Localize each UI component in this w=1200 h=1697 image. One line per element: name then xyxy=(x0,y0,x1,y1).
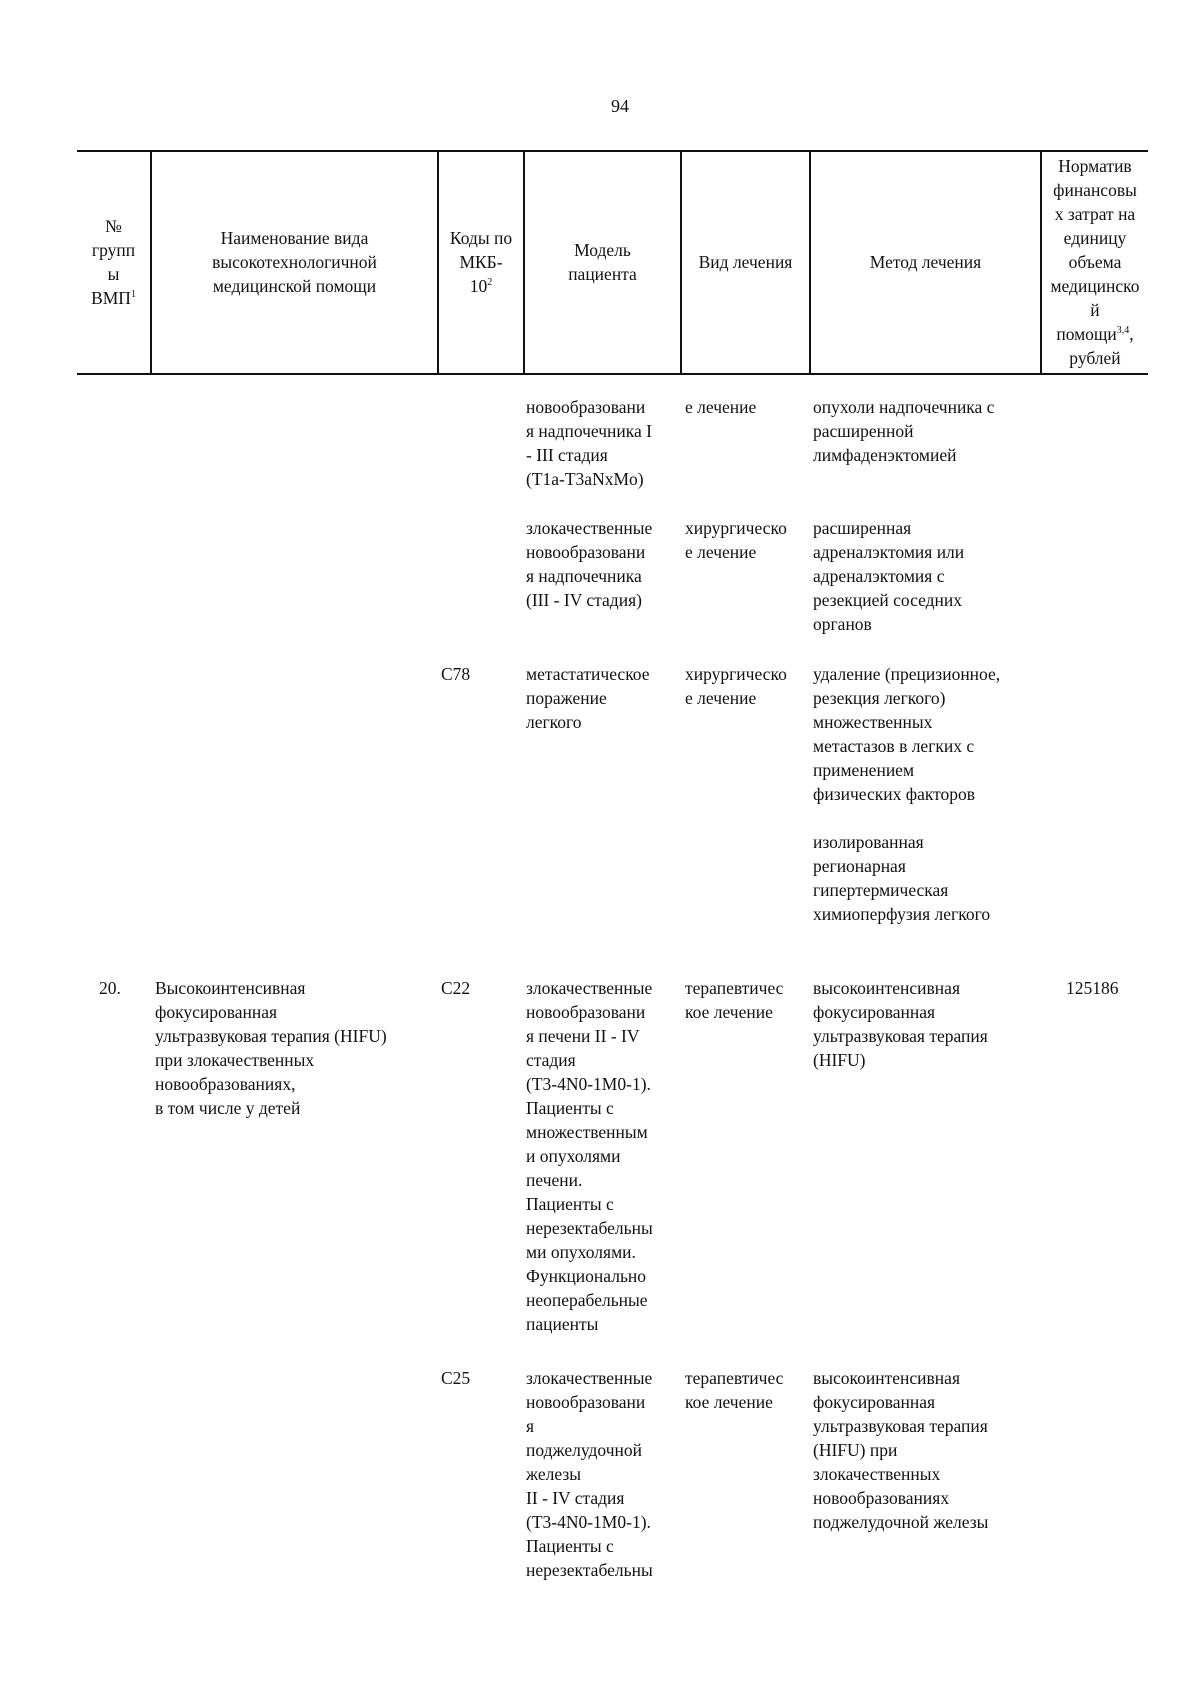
header-treatment-type: Вид лечения xyxy=(698,252,793,272)
treatment-type-cell: е лечение xyxy=(685,397,757,417)
header-patient-model: Модель пациента xyxy=(568,240,637,284)
treatment-method-cell: изолированная регионарная гипертермическая химиоперфузия легкого xyxy=(813,832,991,924)
icd-code-cell: C22 xyxy=(441,978,471,998)
patient-model-cell: новообразовани я надпочечника I - III стадия (T1a-T3aNxMo) xyxy=(526,397,652,489)
page-number: 94 xyxy=(611,96,629,116)
header-care-type-name: Наименование вида высокотехнологичной медицинской помощи xyxy=(212,228,377,296)
header-icd-codes: Коды по МКБ- $10^2$ xyxy=(449,228,513,296)
patient-model-cell: злокачественные новообразовани я поджелудочной железы II - IV стадия (T3-4N0-1M0-1). Пациенты с нерезектабельны xyxy=(526,1368,653,1580)
treatment-type-cell: хирургическо е лечение xyxy=(685,664,787,708)
treatment-type-cell: терапевтичес кое лечение xyxy=(685,1368,784,1412)
treatment-type-cell: хирургическо е лечение xyxy=(685,518,787,562)
treatment-method-cell: удаление (прецизионное, резекция легкого) множественных метастазов в легких с применением физических факторов xyxy=(813,664,1001,804)
treatment-method-cell: высокоинтенсивная фокусированная ультразвуковая терапия (HIFU) xyxy=(813,978,988,1070)
header-financing-norm: Норматив финансовы х затрат на единицу объема медицинско й помощи$^{3,4}$, рублей xyxy=(1050,156,1140,368)
header-bottom-rule xyxy=(77,373,1148,375)
treatment-method-cell: опухоли надпочечника с расширенной лимфаденэктомией xyxy=(813,397,995,465)
care-type-name-cell: Высокоинтенсивная фокусированная ультразвуковая терапия (HIFU) при злокачественных новообразованиях, в том числе у детей xyxy=(155,978,387,1118)
patient-model-cell: злокачественные новообразовани я печени II - IV стадия (T3-4N0-1M0-1). Пациенты с множественным и опухолями печени. Пациенты с нерезектабельны ми опухолями. Функционально неоперабельные пациенты xyxy=(526,978,653,1334)
icd-code-cell: C25 xyxy=(441,1368,471,1388)
header-treatment-method: Метод лечения xyxy=(869,252,982,272)
header-group-number: № групп ы ВМП$^1$ xyxy=(91,216,136,308)
patient-model-cell: злокачественные новообразовани я надпочечника (III - IV стадия) xyxy=(526,518,653,610)
patient-model-cell: метастатическое поражение легкого xyxy=(526,664,650,732)
treatment-type-cell: терапевтичес кое лечение xyxy=(685,978,784,1022)
treatment-method-cell: расширенная адреналэктомия или адреналэктомия с резекцией соседних органов xyxy=(813,518,965,634)
treatment-method-cell: высокоинтенсивная фокусированная ультразвуковая терапия (HIFU) при злокачественных новообразованиях поджелудочной железы xyxy=(813,1368,989,1532)
icd-code-cell: C78 xyxy=(441,664,471,684)
financing-norm-cell: 125186 xyxy=(1066,978,1119,998)
group-number-cell: 20. xyxy=(99,978,121,998)
